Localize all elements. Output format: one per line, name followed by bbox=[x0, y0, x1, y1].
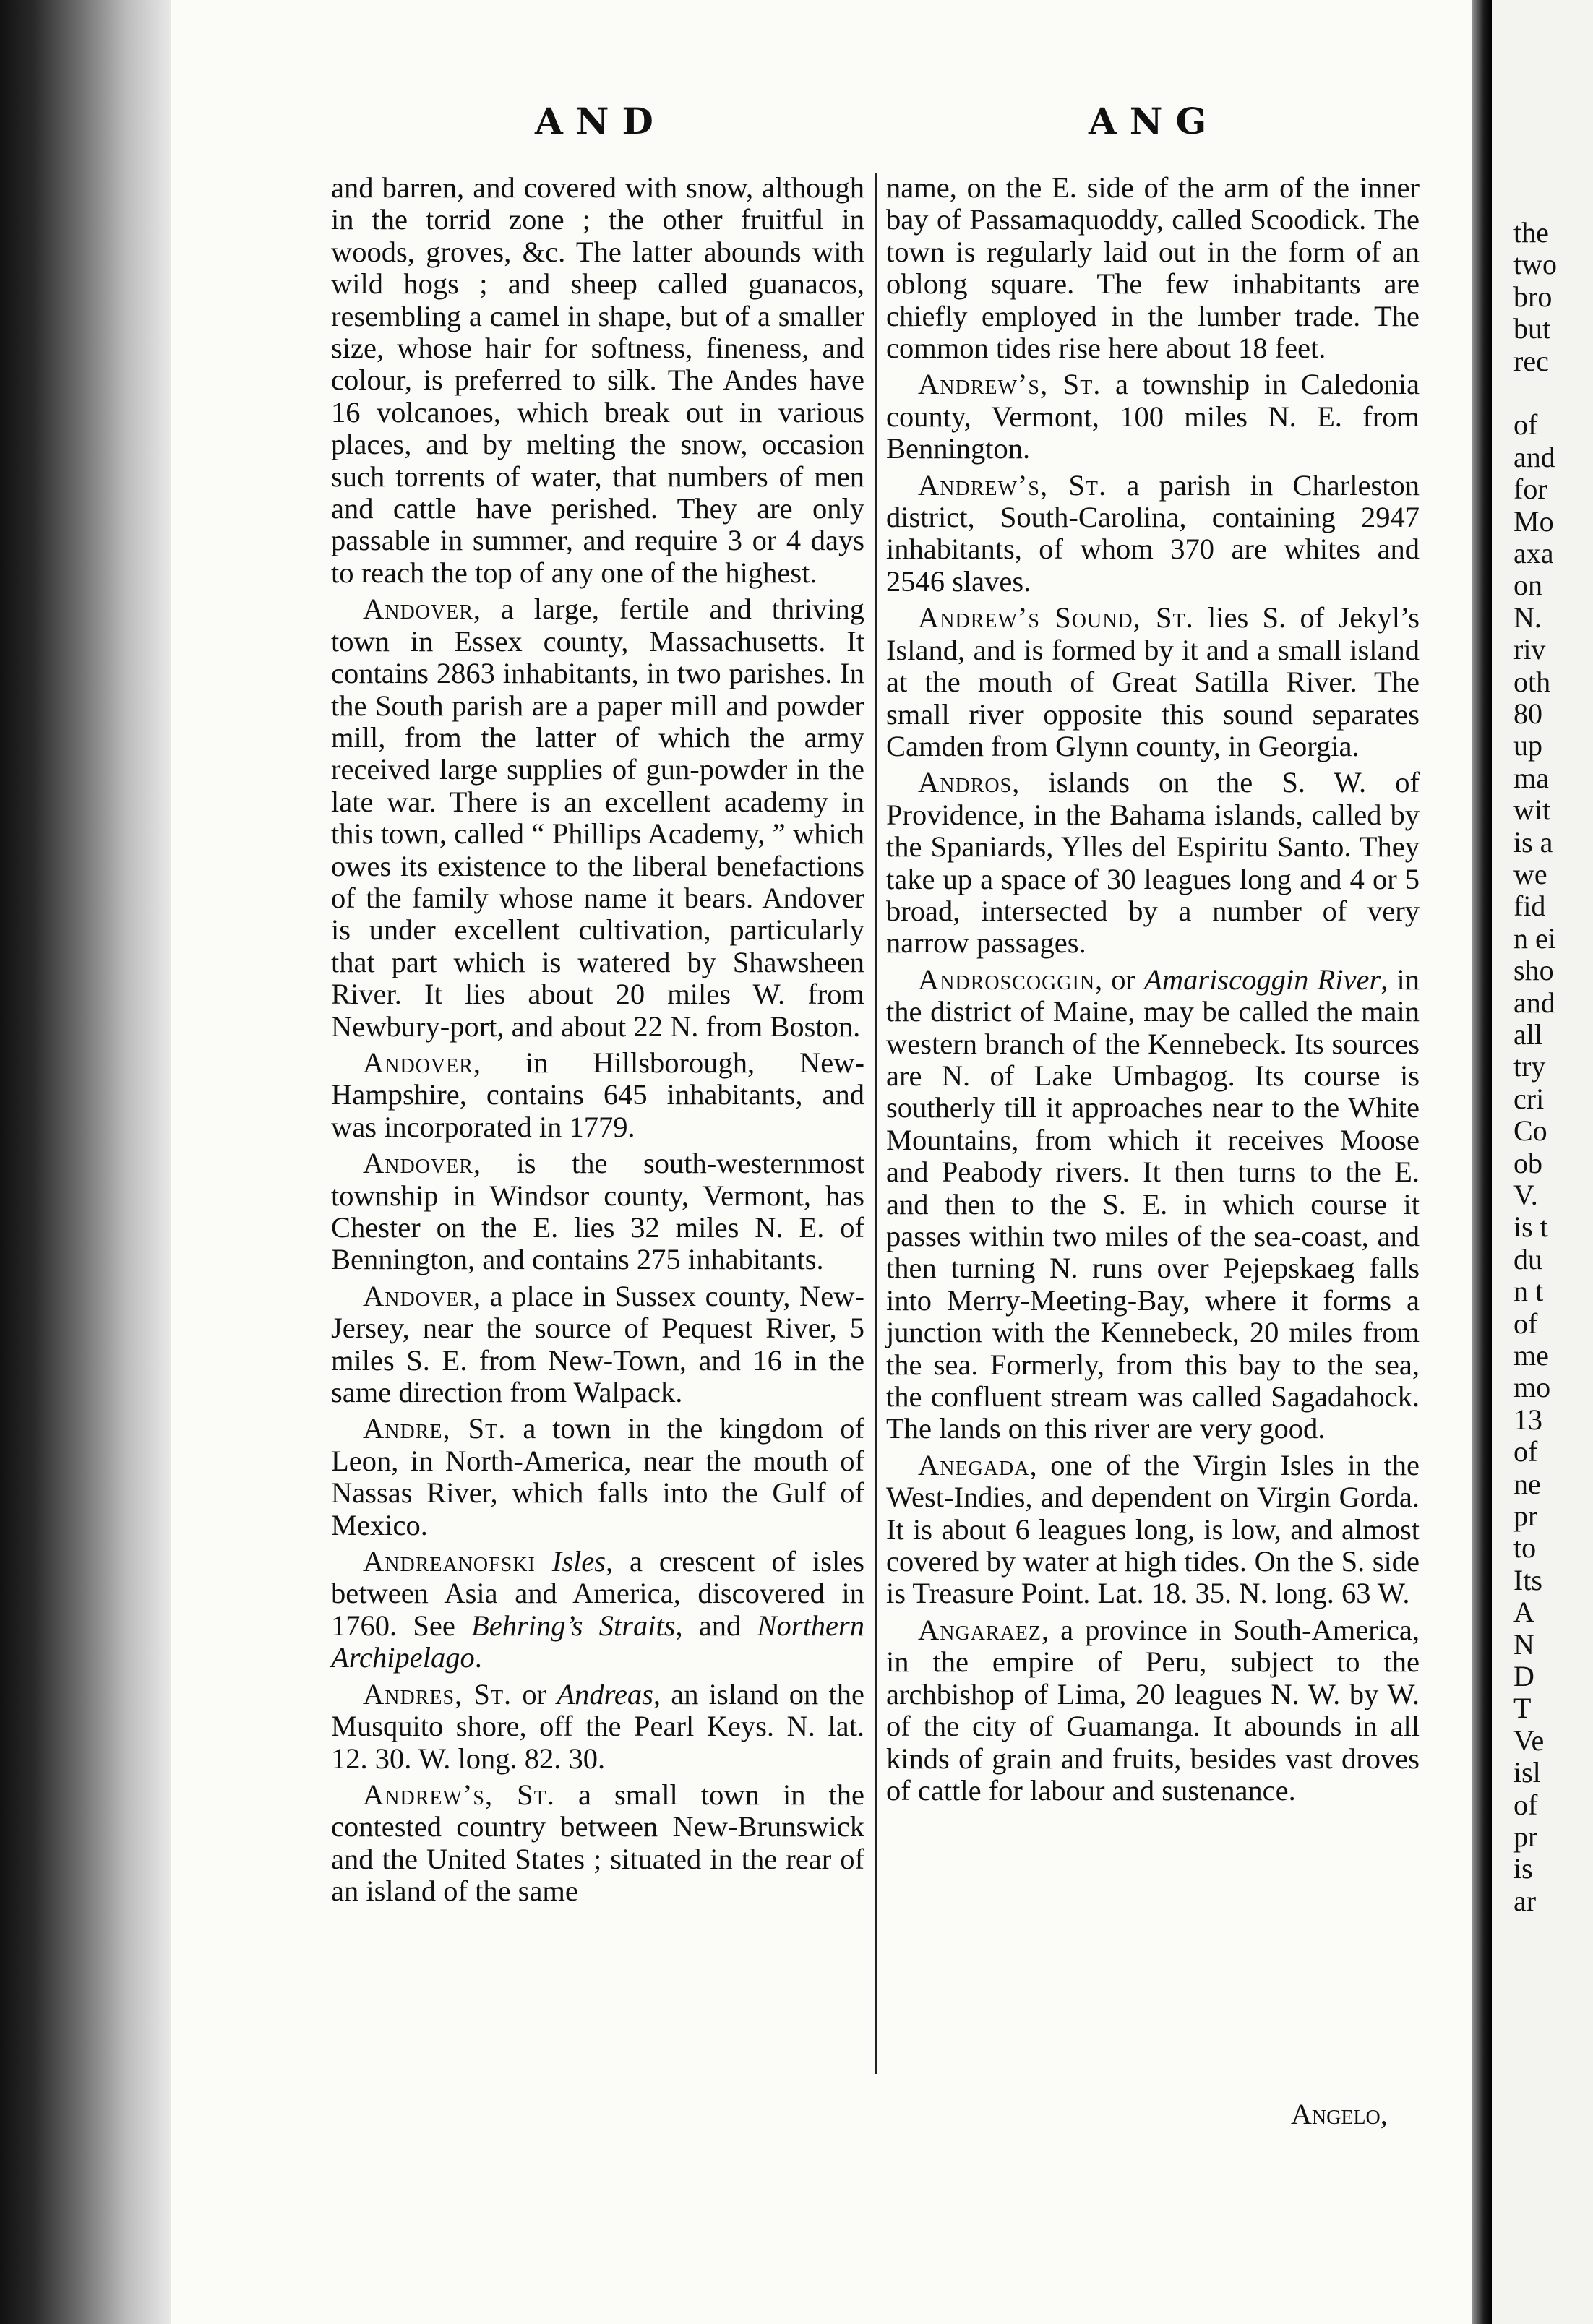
adjacent-page-fragment: cri bbox=[1513, 1082, 1545, 1115]
adjacent-page-fragment: two bbox=[1513, 248, 1557, 281]
adjacent-page-fragment: of bbox=[1513, 1307, 1538, 1340]
adjacent-page-fragment: rec bbox=[1513, 344, 1549, 377]
right-column bbox=[886, 172, 1420, 1811]
adjacent-page-fragment: is t bbox=[1513, 1210, 1548, 1244]
adjacent-page-fragment: of bbox=[1513, 1435, 1538, 1468]
adjacent-page-fragment: bro bbox=[1513, 280, 1553, 313]
adjacent-page-fragment: D bbox=[1513, 1660, 1534, 1692]
adjacent-page-fragment: ar bbox=[1513, 1884, 1537, 1917]
headword: Andreanofski bbox=[363, 1545, 536, 1578]
adjacent-page-fragment: N bbox=[1513, 1627, 1534, 1661]
adjacent-page-fragment: is bbox=[1513, 1852, 1533, 1885]
adjacent-page-fragment: ma bbox=[1513, 761, 1549, 794]
entry: Andrew’s, St. a parish in Charleston district, South-Carolina, containing 2947 inhabitants, of whom 370 are whites and 2546 slaves. bbox=[886, 468, 1420, 598]
headword: Andres, St. bbox=[363, 1677, 512, 1710]
headword: Andrew’s Sound, St. bbox=[918, 601, 1194, 634]
entry: Anegada, one of the Virgin Isles in the West-Indies, and dependent on Virgin Gorda. It is about 6 leagues long, is low, and almost covered by water at high tides. On the S. side is Treasure Point. Lat. 18. 35. N. long. 63 W. bbox=[886, 1448, 1420, 1610]
entry: Andrew’s, St. a township in Caledonia county, Vermont, 100 miles N. E. from Bennington. bbox=[886, 368, 1420, 465]
adjacent-page-fragment: Ve bbox=[1513, 1723, 1545, 1757]
entry: Androscoggin, or Amariscoggin River, in the district of Maine, may be called the main western branch of the Kennebeck. Its sources are N. of Lake Umbagog. Its course is southerly till it approaches near to the White Mountains, from which it receives Moose and Peabody rivers. It then turns to the E. and then to the S. E. in which course it passes within two miles of the sea-coast, and then turning N. runs over Pejepskaeg falls into Merry-Meeting-Bay, where it forms a junction with the Kennebeck, 20 miles from the sea. Formerly, from this bay to the sea, the confluent stream was called Sagadahock. The lands on this river are very good. bbox=[886, 963, 1420, 1445]
adjacent-page-fragment: me bbox=[1513, 1339, 1549, 1372]
adjacent-page-fragment: sho bbox=[1513, 954, 1554, 987]
entry: Andover, a place in Sussex county, New-Jersey, near the source of Pequest River, 5 miles S. E. from New-Town, and 16 in the same direction from Walpack. bbox=[331, 1279, 864, 1409]
adjacent-page-fragment: on bbox=[1513, 569, 1542, 602]
entry: Andreanofski Isles, a crescent of isles between Asia and America, discovered in 1760. See Behring’s Straits, and Northern Archipelago. bbox=[331, 1545, 864, 1674]
entry: and barren, and covered with snow, although in the torrid zone ; the other fruitful in woods, groves, &c. The latter abounds with wild hogs ; and sheep called guanacos, resembling a camel in shape, but of a smaller size, whose hair for softness, fineness, and colour, is preferred to silk. The Andes have 16 volcanoes, which break out in various places, and by melting the snow, occasion such torrents of water, that numbers of men and cattle have perished. They are only passable in summer, and require 3 or 4 days to reach the top of any one of the highest. bbox=[331, 171, 864, 589]
adjacent-page-fragment: Its bbox=[1513, 1563, 1542, 1596]
adjacent-page-fragment: try bbox=[1513, 1050, 1546, 1083]
adjacent-page-fragment: du bbox=[1513, 1242, 1542, 1275]
entry: Andros, islands on the S. W. of Providence, in the Bahama islands, called by the Spaniards, Ylles del Espiritu Santo. They take up a space of 30 leagues long and 4 or 5 broad, intersected by a number of very narrow passages. bbox=[886, 766, 1420, 960]
entry: Andover, is the south-westernmost township in Windsor county, Vermont, has Chester on the E. lies 32 miles N. E. of Bennington, and contains 275 inhabitants. bbox=[331, 1147, 864, 1276]
adjacent-page-fragment: ob bbox=[1513, 1146, 1542, 1179]
adjacent-page-fragment: A bbox=[1513, 1596, 1534, 1629]
adjacent-page-fragment: n ei bbox=[1513, 921, 1556, 955]
adjacent-page-fragment: we bbox=[1513, 858, 1547, 890]
left-column bbox=[331, 172, 864, 1912]
adjacent-page-fragment: T bbox=[1513, 1692, 1532, 1725]
adjacent-page-fragment: and bbox=[1513, 440, 1555, 473]
headword: Andover bbox=[363, 1046, 473, 1079]
column-rule bbox=[875, 173, 877, 2074]
headword: Andover bbox=[363, 593, 473, 626]
running-header-right: ANG bbox=[1089, 100, 1220, 142]
adjacent-page-fragment: all bbox=[1513, 1018, 1542, 1051]
adjacent-page-fragment: axa bbox=[1513, 537, 1554, 569]
headword: Andrew’s, St. bbox=[918, 368, 1102, 401]
scan-left-edge bbox=[0, 0, 171, 2324]
entry: Andre, St. a town in the kingdom of Leon, in North-America, near the mouth of Nassas River, which falls into the Gulf of Mexico. bbox=[331, 1412, 864, 1541]
adjacent-page-fragment: is a bbox=[1513, 825, 1553, 858]
headword: Angaraez bbox=[918, 1613, 1042, 1646]
adjacent-page-fragment: but bbox=[1513, 312, 1551, 345]
entry: Andrew’s Sound, St. lies S. of Jekyl’s Island, and is formed by it and a small island at the mouth of Great Satilla River. The small river opposite this sound separates Camden from Glynn county, in Georgia. bbox=[886, 601, 1420, 762]
adjacent-page-fragment: n t bbox=[1513, 1275, 1544, 1308]
headword: Andre, St. bbox=[363, 1412, 507, 1445]
adjacent-page-fragment: pr bbox=[1513, 1820, 1538, 1853]
entry: Andover, a large, fertile and thriving town in Essex county, Massachusetts. It contains 2863 inhabitants, in two parishes. In the South parish are a paper mill and powder mill, from the latter of which the army received large supplies of gun-powder in the late war. There is an excellent academy in this town, called “ Phillips Academy, ” which owes its existence to the liberal benefactions of the family whose name it bears. Andover is under excellent cultivation, particularly that part which is watered by Shawsheen River. It lies about 20 miles W. from Newbury-port, and about 22 N. from Boston. bbox=[331, 593, 864, 1043]
entry: Andres, St. or Andreas, an island on the Musquito shore, off the Pearl Keys. N. lat. 12. 30. W. long. 82. 30. bbox=[331, 1677, 864, 1775]
book-binding-gutter bbox=[1472, 0, 1492, 2324]
entry: Andrew’s, St. a small town in the contested country between New-Brunswick and the United States ; situated in the rear of an island of the same bbox=[331, 1778, 864, 1908]
adjacent-page-fragment: N. bbox=[1513, 601, 1542, 634]
headword: Androscoggin bbox=[918, 963, 1096, 996]
adjacent-page-fragment: fid bbox=[1513, 890, 1546, 923]
entry: Angaraez, a province in South-America, in the empire of Peru, subject to the archbishop of Lima, 20 leagues N. W. by W. of the city of Guamanga. It abounds in all kinds of grain and fruits, besides vast droves of cattle for labour and sustenance. bbox=[886, 1613, 1420, 1807]
adjacent-page-fragment: Co bbox=[1513, 1114, 1547, 1148]
adjacent-page-fragment: ne bbox=[1513, 1467, 1541, 1500]
headword: Andover bbox=[363, 1279, 473, 1312]
headword: Andrew’s, St. bbox=[363, 1778, 555, 1811]
entry: Andover, in Hillsborough, New-Hampshire, contains 645 inhabitants, and was incorporated in 1779. bbox=[331, 1046, 864, 1143]
adjacent-page-fragment: up bbox=[1513, 729, 1542, 762]
adjacent-page-fragment: for bbox=[1513, 473, 1547, 506]
running-header-left: AND bbox=[535, 100, 666, 142]
headword: Anegada bbox=[918, 1448, 1030, 1481]
headword: Andover bbox=[363, 1147, 473, 1180]
adjacent-page-fragment: pr bbox=[1513, 1499, 1538, 1532]
catchword: Angelo, bbox=[1291, 2098, 1388, 2130]
entry: name, on the E. side of the arm of the inner bay of Passamaquoddy, called Scoodick. The town is regularly laid out in the form of an oblong square. The few inhabitants are chiefly employed in the lumber trade. The common tides rise here about 18 feet. bbox=[886, 171, 1420, 365]
adjacent-page-fragment: of bbox=[1513, 1788, 1538, 1821]
adjacent-page-fragment: to bbox=[1513, 1531, 1537, 1565]
adjacent-page-fragment: isl bbox=[1513, 1756, 1541, 1789]
adjacent-page-fragment: Mo bbox=[1513, 504, 1554, 538]
adjacent-page-fragment: the bbox=[1513, 216, 1549, 249]
headword: Andrew’s, St. bbox=[918, 468, 1107, 502]
adjacent-page-fragment: V. bbox=[1513, 1179, 1538, 1211]
adjacent-page-fragment: 13 bbox=[1513, 1403, 1542, 1436]
adjacent-page-fragment: mo bbox=[1513, 1371, 1551, 1404]
adjacent-page-fragment: and bbox=[1513, 986, 1555, 1019]
adjacent-page-fragment: wit bbox=[1513, 793, 1551, 827]
adjacent-page-fragment: of bbox=[1513, 408, 1538, 442]
adjacent-page-fragment: oth bbox=[1513, 665, 1551, 698]
headword: Andros bbox=[918, 766, 1013, 799]
adjacent-page-fragment: 80 bbox=[1513, 697, 1542, 730]
adjacent-page-fragment: riv bbox=[1513, 633, 1546, 666]
